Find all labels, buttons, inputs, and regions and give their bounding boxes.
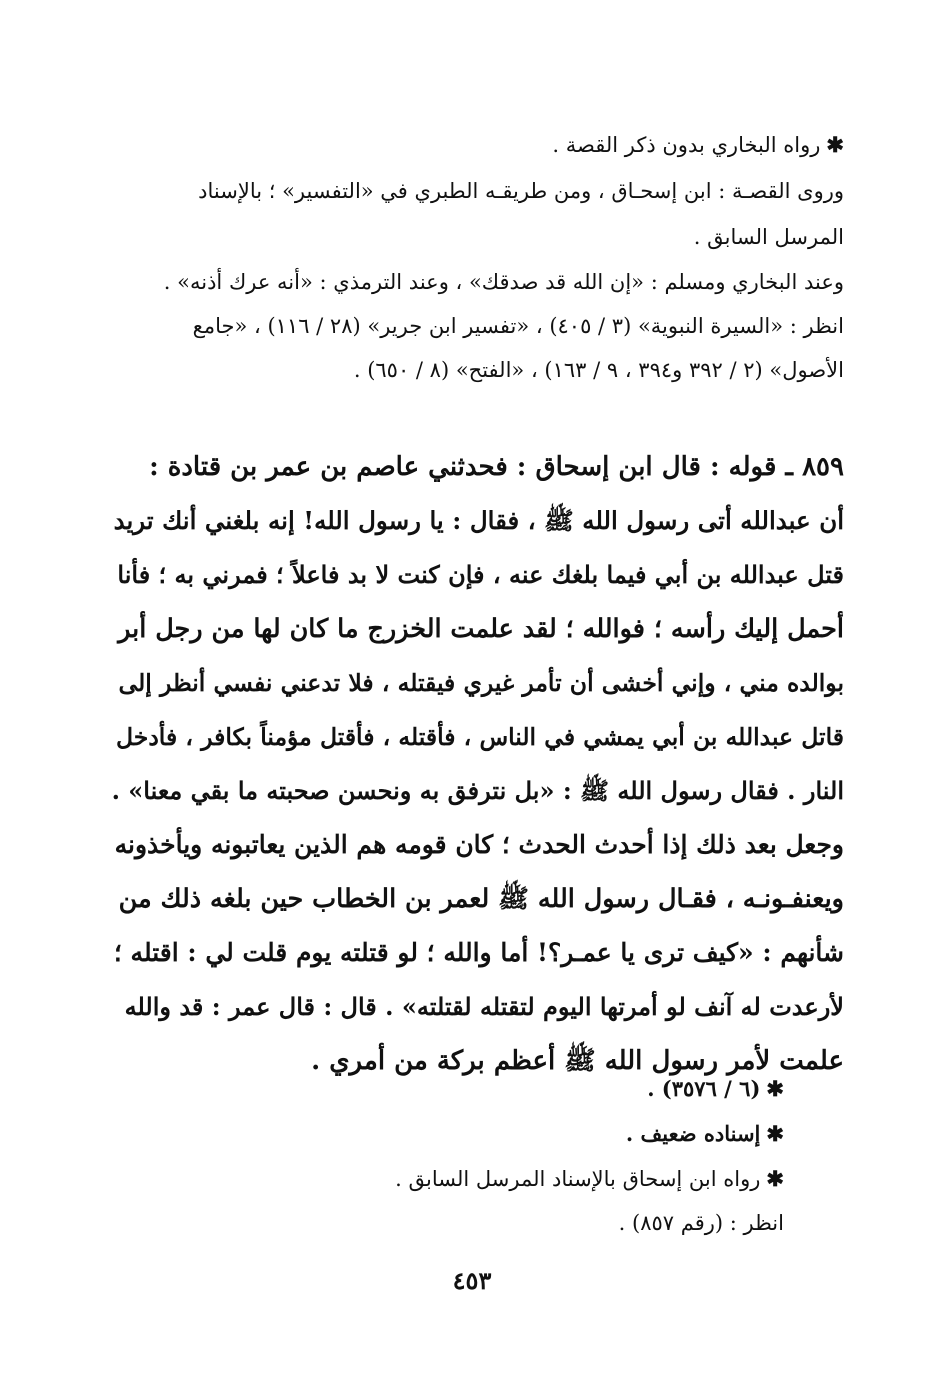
footnote-line: وعند البخاري ومسلم : «إن الله قد صدقك» ، وعند الترمذي : «أنه عرك أذنه» . bbox=[163, 270, 844, 294]
main-text-line: ويعنفـونـه ، فقـال رسول الله ﷺ لعمر بن الخطاب حين بلغه ذلك من bbox=[118, 884, 844, 914]
main-text-line: بوالده مني ، وإني أخشى أن تأمر غيري فيقتله ، فلا تدعني نفسي أنظر إلى bbox=[118, 669, 844, 697]
main-text-line: قاتل عبدالله بن أبي يمشي في الناس ، فأقتله ، فأقتل مؤمناً بكافر ، فأدخل bbox=[116, 723, 844, 751]
footnote-line bbox=[128, 122, 844, 168]
star-marker-icon: ✱ bbox=[766, 1166, 784, 1191]
footnote-line: وروى القصـة : ابن إسحـاق ، ومن طريقـه الطبري في «التفسير» ؛ بالإسناد bbox=[198, 179, 844, 203]
main-text-line: علمت لأمر رسول الله ﷺ أعظم بركة من أمري . bbox=[311, 1046, 844, 1076]
footnote-line: المرسل السابق . bbox=[693, 225, 844, 249]
star-marker-icon: ✱ bbox=[766, 1121, 784, 1146]
main-text-line: لأرعدت له آنف لو أمرتها اليوم لتقتله لقتلته» . قال : قال عمر : قد والله bbox=[124, 992, 844, 1021]
star-marker-icon: ✱ bbox=[826, 132, 844, 157]
main-text-line: قتل عبدالله بن أبي فيما بلغك عنه ، فإن كنت لا بد فاعلاً ؛ فمرني به ؛ فأنا bbox=[117, 560, 844, 589]
bottom-footnotes bbox=[160, 1066, 784, 1246]
main-text-line: أن عبدالله أتى رسول الله ﷺ ، فقال : يا رسول الله! إنه بلغني أنك تريد bbox=[113, 506, 844, 535]
footnote-text: رواه البخاري بدون ذكر القصة . bbox=[552, 133, 821, 157]
footnote-line: انظر : «السيرة النبوية» (٣ / ٤٠٥) ، «تفسير ابن جرير» (٢٨ / ١١٦) ، «جامع bbox=[192, 314, 844, 338]
footnote-text: (٦ / ٣٥٧٦) . bbox=[647, 1076, 761, 1101]
footnote-line bbox=[160, 1156, 784, 1201]
main-text-line: أحمل إليك رأسه ؛ فوالله ؛ لقد علمت الخزرج ما كان لها من رجل أبر bbox=[118, 614, 844, 644]
main-text-line: ٨٥٩ ـ قوله : قال ابن إسحاق : فحدثني عاصم بن عمر بن قتادة : bbox=[149, 452, 844, 482]
main-text bbox=[112, 440, 844, 1088]
footnote-text: إسناده ضعيف . bbox=[625, 1121, 761, 1146]
footnote-text: رواه ابن إسحاق بالإسناد المرسل السابق . bbox=[395, 1167, 761, 1191]
footnote-line: انظر : (رقم ٨٥٧) . bbox=[618, 1211, 784, 1235]
star-marker-icon: ✱ bbox=[766, 1076, 784, 1101]
page-number: ٤٥٣ bbox=[452, 1266, 492, 1295]
footnote-line bbox=[160, 1111, 784, 1156]
main-text-line: شأنهم : «كيف ترى يا عمـر؟! أما والله ؛ لو قتلته يوم قلت لي : اقتله ؛ bbox=[113, 938, 844, 967]
top-footnotes bbox=[128, 122, 844, 392]
footnote-line: الأصول» (٢ / ٣٩٢ و٣٩٤ ، ٩ / ١٦٣) ، «الفتح» (٨ / ٦٥٠) . bbox=[353, 358, 844, 382]
main-text-line: وجعل بعد ذلك إذا أحدث الحدث ؛ كان قومه هم الذين يعاتبونه ويأخذونه bbox=[114, 830, 844, 859]
footnote-line bbox=[160, 1066, 784, 1111]
main-text-line: النار . فقال رسول الله ﷺ : «بل نترفق به ونحسن صحبته ما بقي معنا» . bbox=[112, 776, 844, 805]
